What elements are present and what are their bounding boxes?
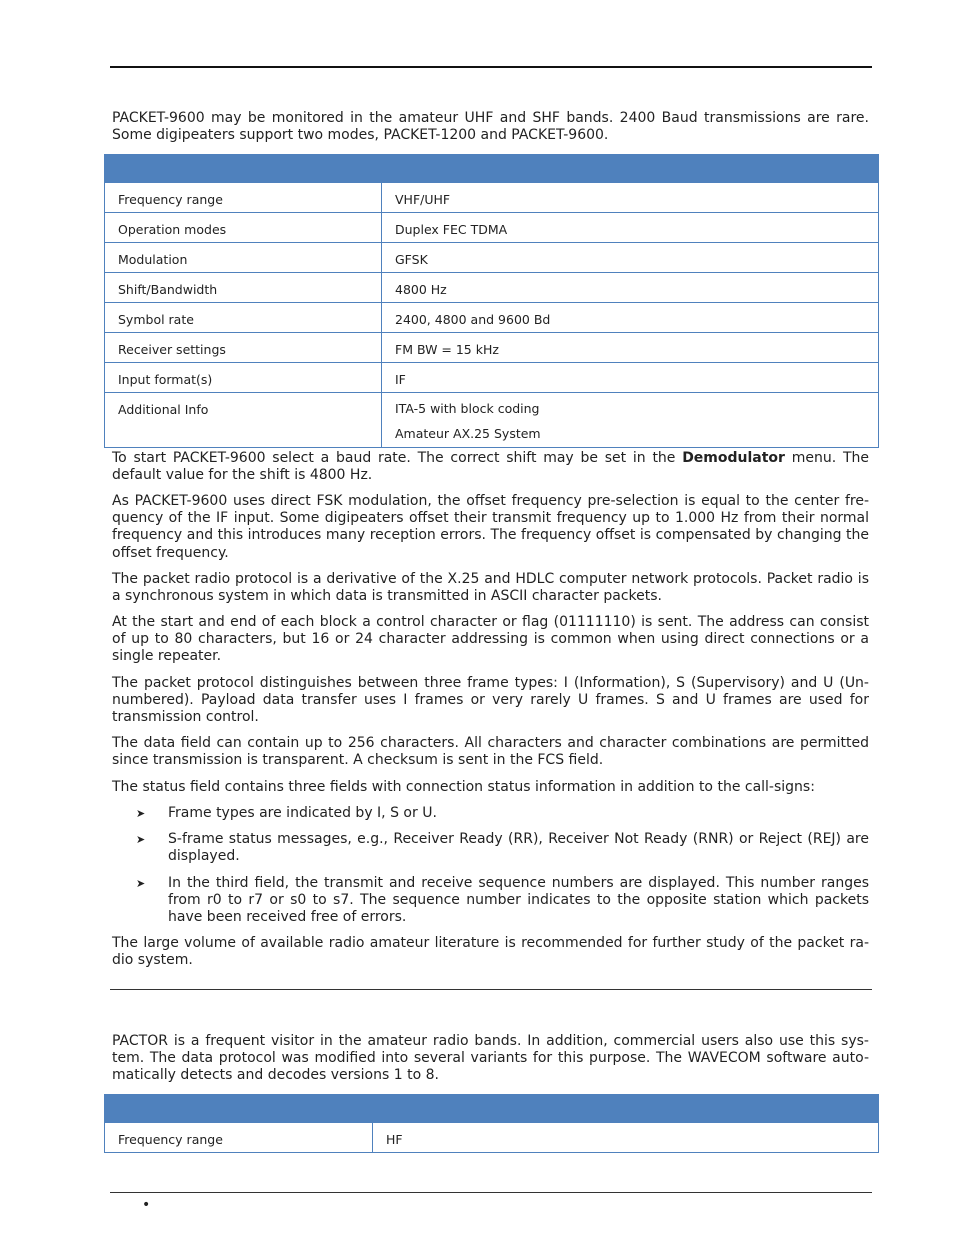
status-paragraph: The status field contains three fields with connection status information in addition to the call-signs: xyxy=(112,779,815,795)
literature-paragraph: The large volume of available radio amateur literature is recommended for further study of the packet ra-dio system. xyxy=(112,935,869,969)
row-value: IF xyxy=(382,363,879,393)
table-header-cell xyxy=(382,155,879,183)
arrow-bullet-icon: ➤ xyxy=(136,833,146,847)
flag-paragraph: At the start and end of each block a control character or flag (01111110) is sent. The address can consist of up to 80 characters, but 16 or 24 character addressing is common when using direct connections or a single repeater. xyxy=(112,614,869,665)
arrow-bullet-icon: ➤ xyxy=(136,876,146,890)
protocol-paragraph: The packet radio protocol is a derivative of the X.25 and HDLC computer network protocols. Packet radio is a synchronous system in which data is transmitted in ASCII character packets. xyxy=(112,571,869,605)
row-value: Duplex FEC TDMA xyxy=(382,213,879,243)
status-bullet-list xyxy=(136,805,869,926)
row-label: Shift/Bandwidth xyxy=(105,273,382,303)
row-value: 2400, 4800 and 9600 Bd xyxy=(382,303,879,333)
row-label: Receiver settings xyxy=(105,333,382,363)
table-row xyxy=(105,363,879,393)
pactor-paragraph: PACTOR is a frequent visitor in the amateur radio bands. In addition, commercial users also use this sys-tem. The data protocol was modified into several variants for this purpose. The WAVECOM software auto-matically detects and decodes versions 1 to 8. xyxy=(112,1033,869,1084)
packet9600-spec-table xyxy=(104,154,879,448)
footer-rule xyxy=(110,1192,872,1193)
footer-bullet: • xyxy=(142,1197,151,1213)
row-value: VHF/UHF xyxy=(382,183,879,213)
row-label: Operation modes xyxy=(105,213,382,243)
frames-paragraph: The packet protocol distinguishes between three frame types: I (Information), S (Supervisory) and U (Un-numbered). Payload data transfer uses I frames or very rarely U frames. S and U frames are used for transmission control. xyxy=(112,675,869,726)
additional-info-line: Amateur AX.25 System xyxy=(395,426,541,441)
row-label: Additional Info xyxy=(105,393,382,448)
table-row xyxy=(105,1123,879,1153)
section-rule xyxy=(110,989,872,990)
table-header-cell xyxy=(105,155,382,183)
row-label: Modulation xyxy=(105,243,382,273)
table-header-row xyxy=(105,155,879,183)
arrow-bullet-icon: ➤ xyxy=(136,807,146,820)
additional-info-line: ITA-5 with block coding xyxy=(395,401,540,416)
offset-paragraph: As PACKET-9600 uses direct FSK modulation, the offset frequency pre-selection is equal to the center fre-quency of the IF input. Some digipeaters offset their transmit frequency up to 1.000 Hz from their normal frequency and this introduces many reception errors. The frequency offset is compensated by changing the offset frequency. xyxy=(112,493,869,561)
table-row xyxy=(105,213,879,243)
table-row xyxy=(105,393,879,448)
table-row xyxy=(105,303,879,333)
table-header-cell xyxy=(105,1095,373,1123)
row-value xyxy=(382,393,879,448)
list-item: ➤ In the third field, the transmit and receive sequence numbers are displayed. This number ranges from r0 to r7 or s0 to s7. The sequence number indicates to the opposite station which packets have been received free of errors. xyxy=(136,874,869,926)
table-row xyxy=(105,333,879,363)
row-value: 4800 Hz xyxy=(382,273,879,303)
row-label: Input format(s) xyxy=(105,363,382,393)
demodulator-menu-term: Demodulator xyxy=(682,450,785,466)
table-header-cell xyxy=(373,1095,879,1123)
pactor-spec-table xyxy=(104,1094,879,1153)
table-header-row xyxy=(105,1095,879,1123)
row-value: GFSK xyxy=(382,243,879,273)
table-row xyxy=(105,243,879,273)
header-rule xyxy=(110,66,872,68)
datafield-paragraph: The data field can contain up to 256 characters. All characters and character combinations are permitted since transmission is transparent. A checksum is sent in the FCS field. xyxy=(112,735,869,769)
row-value: FM BW = 15 kHz xyxy=(382,333,879,363)
intro-paragraph: PACKET-9600 may be monitored in the amateur UHF and SHF bands. 2400 Baud transmissions are rare. Some digipeaters support two modes, PACKET-1200 and PACKET-9600. xyxy=(112,110,869,144)
row-label: Symbol rate xyxy=(105,303,382,333)
list-item: ➤ Frame types are indicated by I, S or U. xyxy=(136,805,437,821)
table-row xyxy=(105,273,879,303)
row-label: Frequency range xyxy=(105,183,382,213)
table-row xyxy=(105,183,879,213)
row-label: Frequency range xyxy=(105,1123,373,1153)
row-value: HF xyxy=(373,1123,879,1153)
list-item: ➤ S-frame status messages, e.g., Receiver Ready (RR), Receiver Not Ready (RNR) or Reject (REJ) are displayed. xyxy=(136,831,869,865)
start-paragraph: To start PACKET-9600 select a baud rate. The correct shift may be set in the Demodulator menu. The default value for the shift is 4800 Hz. xyxy=(112,450,869,484)
